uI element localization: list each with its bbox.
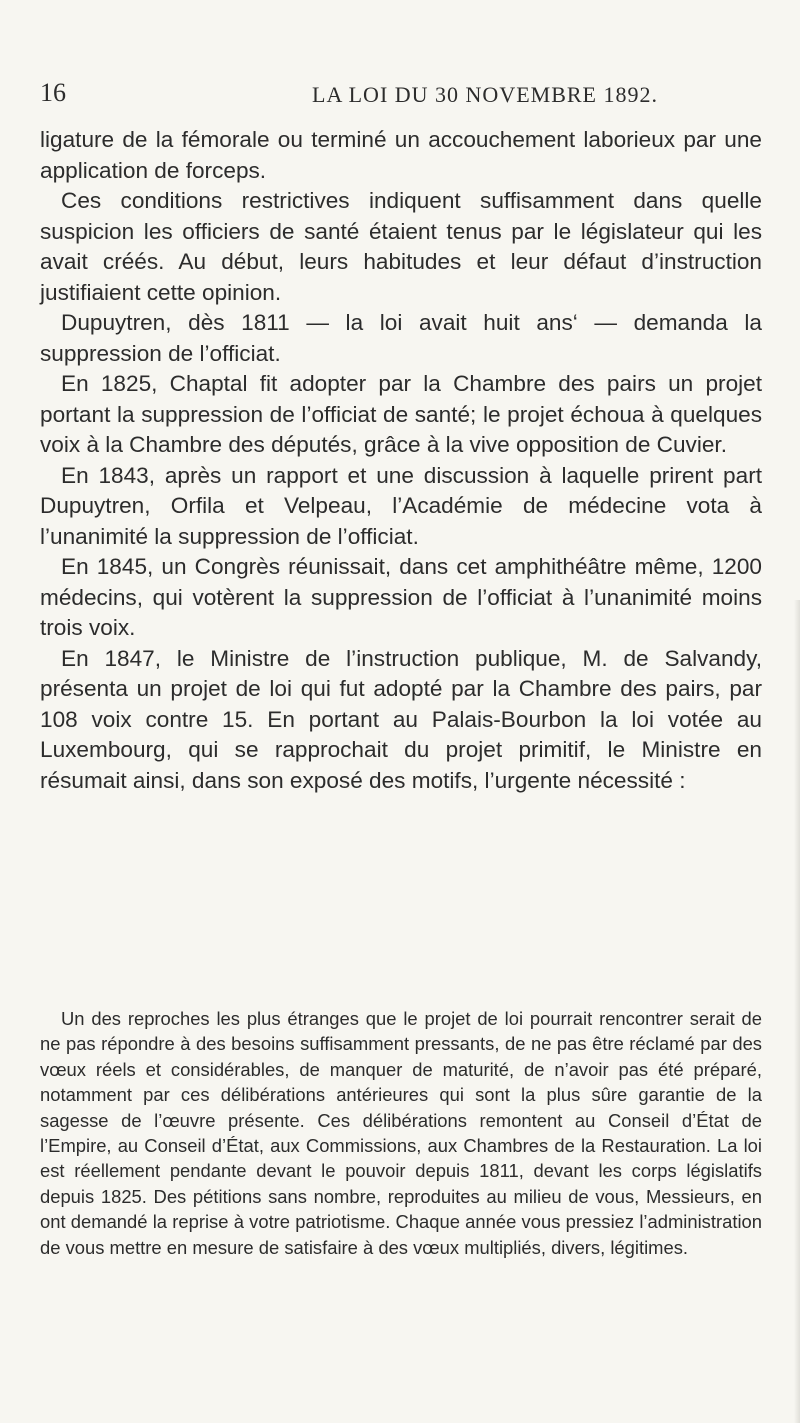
paragraph: En 1843, après un rapport et une discussion à laquelle prirent part Dupuytren, Orfila et Velpeau, l’Académie de médecine vota à l’unanimité la suppression de l’officiat. [40,462,762,549]
paragraph-continuation: ligature de la fémorale ou terminé un accouchement laborieux par une application de forceps. [40,127,762,183]
paragraph: En 1847, le Ministre de l’instruction publique, M. de Salvandy, présenta un projet de loi qui fut adopté par la Chambre des pairs, par 108 voix contre 15. En portant au Palais-Bourbon la loi votée au Luxembourg, qui se rapprochait du projet primitif, le Ministre en résumait ainsi, dans son exposé des motifs, l’urgente nécessité : [40,645,762,793]
paragraph: En 1825, Chaptal fit adopter par la Chambre des pairs un projet portant la suppression de l’officiat de santé; le projet échoua à quelques voix à la Chambre des députés, grâce à la vive opposition de Cuvier. [40,371,762,457]
page-header [40,78,760,118]
paragraph: Ces conditions restrictives indiquent suffisamment dans quelle suspicion les officiers de santé étaient tenus par le législateur qui les avait créés. Au début, leurs habitudes et leur défaut d’instruction justifiaient cette opinion. [40,188,762,305]
running-title: LA LOI DU 30 NOVEMBRE 1892. [312,82,658,107]
block-quote: Un des reproches les plus étranges que le projet de loi pourrait rencontrer serait de ne pas répondre à des besoins suffisamment pressants, de ne pas être réclamé par des vœux réels et considérables, de manquer de maturité, de n’avoir pas été préparé, notamment par ces délibérations antérieures qui sont la plus sûre garantie de la sagesse de l’œuvre présente. Ces délibérations remontent au Conseil d’État de l’Empire, au Conseil d’État, aux Commissions, aux Chambres de la Restauration. La loi est réellement pendante devant le pouvoir depuis 1811, devant les corps législatifs depuis 1825. Des pétitions sans nombre, reproduites au milieu de vous, Messieurs, en ont demandé la reprise à votre patriotisme. Chaque année vous pressiez l’administration de vous mettre en mesure de satisfaire à des vœux multipliés, divers, légitimes. [40,1008,762,1258]
page-number: 16 [40,78,66,107]
page-edge-shadow [794,600,800,1423]
paragraph: Dupuytren, dès 1811 — la loi avait huit ans‘ — demanda la suppression de l’officiat. [40,310,762,366]
main-text [40,125,762,796]
paragraph: En 1845, un Congrès réunissait, dans cet amphithéâtre même, 1200 médecins, qui votèrent la suppression de l’officiat à l’unanimité moins trois voix. [40,554,762,640]
